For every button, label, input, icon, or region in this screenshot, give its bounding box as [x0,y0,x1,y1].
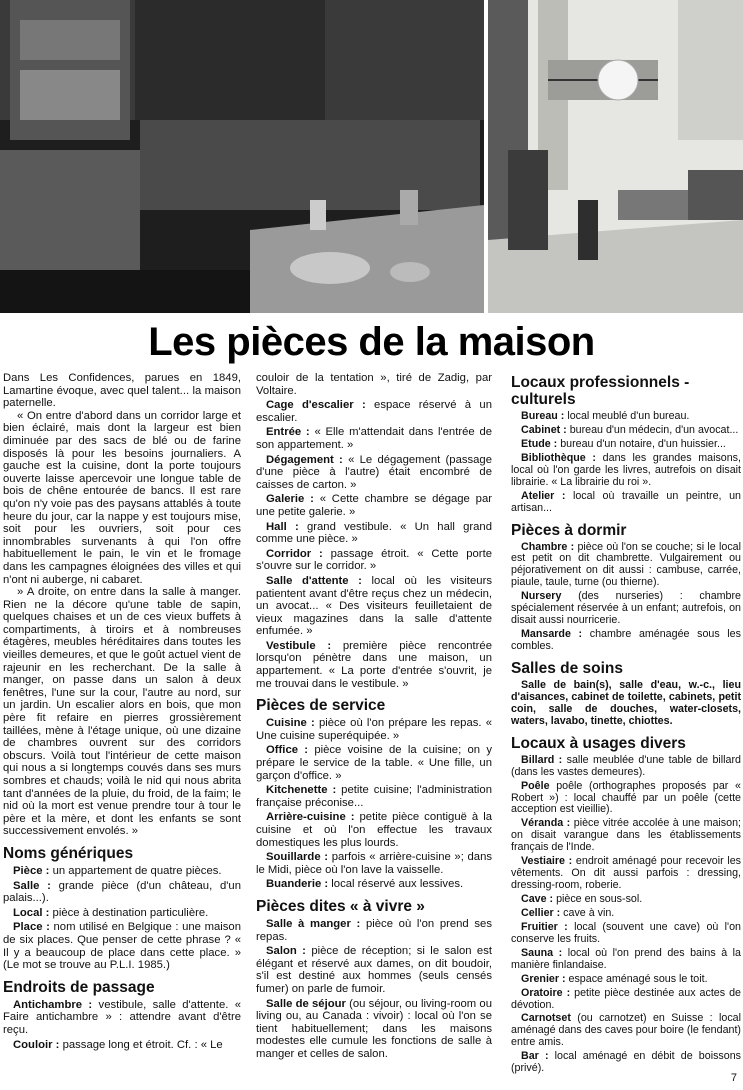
definition-entry [256,998,492,1061]
section-heading: Endroits de passage [3,978,155,996]
entry-term: Bureau : [521,410,565,422]
entry-list [511,680,741,728]
entry-term: Nursery [521,590,562,603]
definition-entry [256,399,492,424]
definition-entry [511,988,741,1012]
definition-entry [511,629,741,653]
entry-term: Salle à manger : [266,917,361,930]
entry-definition: endroit aménagé pour recevoir les vêtements. On dit aussi parfois : dressing, dressing-room, roberie. [511,855,742,892]
definition-entry [256,575,492,638]
definition-entry [511,974,741,986]
definition-entry [256,744,492,782]
definition-entry [256,811,492,849]
definition-entry [256,426,492,451]
entry-list [511,411,741,515]
entry-definition: local où les visiteurs patientent avant d'être reçus chez un médecin, un avocat... « Des visiteurs feuilletaient de vieux magazines dans la salle d'attente enfumée. » [256,574,492,638]
entry-definition: salle meublée d'une table de billard (dans les vastes demeures). [511,753,741,778]
entry-term: Dégagement : [266,453,343,466]
entry-definition: parfois « arrière-cuisine »; dans le Midi, pièce où l'on lave la vaisselle. [256,851,493,876]
entry-definition: espace aménagé sous le toit. [565,972,708,985]
definition-entry [256,918,492,943]
definition-entry [511,781,741,817]
definition-entry [511,894,741,906]
entry-definition: local (souvent une cave) où l'on conserve les fruits. [511,920,741,945]
entry-term: Atelier : [521,489,566,502]
definition-entry [256,521,492,546]
definition-entry [256,945,492,995]
entry-definition: pièce vitrée accolée à une maison; on disait varangue dans les établissements français de l'Inde. [511,817,741,854]
entry-definition: local aménagé en débit de boissons (privé). [511,1050,741,1075]
entry-definition: grande pièce (d'un château, d'un palais...). [3,879,241,905]
entry-definition: passage étroit. « Cette porte s'ouvre sur le corridor. » [256,547,492,573]
entry-list [256,399,492,690]
entry-term: Entrée : [266,426,310,439]
definition-entry [511,591,741,627]
section-heading: Pièces dites « à vivre » [256,897,425,915]
entry-definition: nom utilisé en Belgique : une maison de six places. Que penser de cette phrase ? « Il y a beaucoup de place dans cette place. » (Le mot se trouve au P.L.I. 1985.) [3,921,241,972]
entry-definition: petite pièce contiguë à la cuisine et où l'on effectue les travaux domestiques les plus lourds. [256,811,492,849]
entry-definition: pièce où l'on prend ses repas. [256,917,492,943]
section-heading: Pièces de service [256,697,386,715]
definition-entry [511,908,741,920]
entry-definition: (ou séjour, ou living-room ou living ou, au Canada : vivoir) : local où l'on se tient habituellement; dans les maisons modestes elle cumule les fonctions de salle à manger et celles de salon. [256,997,492,1060]
entry-term: Buanderie : [266,878,329,891]
entry-definition: pièce de réception; si le salon est élégant et réservé aux dames, on dit boudoir, s'il est destiné aux hommes (seuls censés fumer) on parle de fumoir. [256,945,492,995]
definition-entry [256,784,492,809]
entry-definition: (des nurseries) : chambre spécialement réservée à un enfant; autrefois, on disait aussi nourricerie. [511,590,741,627]
definition-entry [511,439,741,451]
entry-definition: (ou carnotzet) en Suisse : local aménagé dans des caves pour boire (le fendant) entre amis. [511,1012,741,1049]
entry-term: Poêle [521,779,550,792]
definition-entry [3,907,241,920]
entry-list [511,542,741,653]
definition-entry [3,921,241,971]
entry-term: Cuisine : [266,717,315,730]
definition-entry [256,493,492,518]
section-heading: Salles de soins [511,659,623,677]
entry-term: Etude : [521,437,558,450]
entry-term: Cabinet : [521,423,567,436]
entry-term: Cellier : [521,906,561,919]
entry-term: Local : [13,906,50,919]
definition-entry [256,548,492,573]
entry-definition: pièce voisine de la cuisine; on y prépare le service de la table. « Une fille, un garçon d'office. » [256,744,492,782]
entry-term: Bibliothèque : [521,451,596,464]
entry-definition: pièce en sous-sol. [553,893,643,905]
definition-entry [511,1051,741,1075]
entry-term: Place : [13,921,50,934]
definition-entry [511,1013,741,1049]
entry-definition: grand vestibule. « Un hall grand comme une pièce. » [256,520,493,546]
entry-definition: un appartement de quatre pièces. [49,864,222,877]
definition-entry [511,453,741,489]
intro-paragraph: Dans Les Confidences, parues en 1849, Lamartine évoque, avec quel talent... la maison paternelle. [3,372,241,410]
definition-entry [511,491,741,515]
entry-definition: première pièce rencontrée lorsqu'on pénètre dans une maison, un appartement. « La porte d'entrée s'ouvrit, je me trouvai dans le vestibule. » [256,639,492,690]
entry-term: Pièce : [13,864,50,877]
definition-entry [256,640,492,690]
definition-entry [3,999,241,1037]
definition-entry [511,922,741,946]
definition-entry [511,948,741,972]
entry-term: Fruitier : [521,920,568,933]
entry-list [256,717,492,891]
entry-term: Arrière-cuisine : [266,811,355,824]
page-number: 7 [730,1072,737,1084]
definition-entry [511,680,741,728]
entry-term: Souillarde : [266,851,329,864]
entry-definition: dans les grandes maisons, local où l'on garde les livres, autrefois on disait librairie. « La librairie du roi ». [511,451,741,488]
entry-term: Salle de bain(s), salle d'eau, w.-c., lieu d'aisances, cabinet de toilette, cabinets, petit coin, salle de douches, water-closets, waters, lavabo, tinette, chiottes. [511,678,741,727]
entry-term: Grenier : [521,972,566,985]
definition-entry [3,865,241,878]
entry-term: Billard : [521,753,563,766]
entry-definition: passage long et étroit. Cf. : « Le [59,1038,223,1051]
entry-definition: bureau d'un notaire, d'un huissier... [557,437,726,450]
continuation-text: couloir de la tentation », tiré de Zadig, par Voltaire. [256,372,492,397]
entry-definition: local où travaille un peintre, un artisan... [511,489,741,514]
column-3 [511,372,741,1075]
entry-definition: vestibule, salle d'attente. « Faire antichambre » : attendre avant d'être reçu. [3,998,242,1036]
entry-definition: local où l'on prend des bains à la manière finlandaise. [511,946,741,971]
definition-entry [511,856,741,892]
entry-term: Salle d'attente : [266,574,362,587]
entry-definition: cave à vin. [560,906,615,919]
definition-entry [256,717,492,742]
entry-definition: « Le dégagement (passage d'une pièce à l'autre) était encombré de caisses de carton. » [256,453,493,491]
entry-definition: chambre aménagée sous les combles. [511,628,741,652]
definition-entry [256,454,492,492]
entry-term: Antichambre : [13,998,93,1011]
entry-definition: « Cette chambre se dégage par une petite galerie. » [256,493,492,518]
entry-term: Office : [266,744,309,757]
definition-entry [256,878,492,891]
entry-term: Mansarde : [521,628,583,641]
definition-entry [511,425,741,437]
entry-term: Salle de séjour [266,997,346,1010]
entry-definition: espace réservé à un escalier. [256,399,492,424]
entry-term: Vestiaire : [521,855,573,868]
entry-term: Hall : [266,520,299,533]
entry-list [3,999,241,1051]
entry-list [511,755,741,1075]
entry-term: Véranda : [521,817,571,830]
entry-definition: pièce à destination particulière. [49,906,209,919]
entry-term: Couloir : [13,1038,60,1051]
kitchen-photo [0,0,484,313]
entry-term: Cave : [521,893,554,905]
definition-entry [3,880,241,905]
entry-term: Galerie : [266,493,314,506]
entry-term: Corridor : [266,547,323,560]
entry-definition: local réservé aux lessives. [328,878,464,891]
entry-definition: poêle (orthographes proposés par « Robert ») : local chauffé par un poêle (cette acception est vieillie). [511,779,741,816]
section-heading: Locaux professionnels - culturels [511,374,690,408]
section-heading: Locaux à usages divers [511,734,686,752]
entry-list [3,865,241,972]
entry-list [256,918,492,1061]
definition-entry [256,851,492,876]
definition-entry [511,411,741,423]
section-heading: Noms génériques [3,844,134,862]
entry-definition: « Elle m'attendait dans l'entrée de son appartement. » [256,426,493,451]
entry-term: Salon : [266,945,306,958]
page-title: Les pièces de la maison [148,320,595,364]
entry-term: Oratoire : [521,986,571,999]
entry-term: Bar : [521,1050,549,1063]
entry-definition: petite pièce destinée aux actes de dévotion. [511,986,741,1011]
entry-definition: bureau d'un médecin, d'un avocat... [566,423,739,436]
section-heading: Pièces à dormir [511,521,627,539]
entry-definition: pièce où l'on se couche; si le local est petit on dit chambrette. Vulgairement ou péjorativement on dit aussi : cambuse, carrée, piaule, taule, turne (ou thierne). [511,540,742,589]
definition-entry [511,755,741,779]
entry-definition: local meublé d'un bureau. [564,410,690,422]
entry-term: Sauna : [521,946,563,959]
entry-term: Vestibule : [266,639,332,652]
entry-term: Cage d'escalier : [266,399,366,412]
definition-entry [511,818,741,854]
entry-term: Chambre : [521,540,575,553]
entry-term: Kitchenette : [266,784,337,797]
intro-paragraph: « On entre d'abord dans un corridor large et bien éclairé, mais dont la largeur est bien diminuée par des sacs de blé ou de farine disposés là pour les besoins journaliers. A gauche est la cuisine, dont la porte toujours ouverte laisse apercevoir une longue table de bois de chêne entourée de bancs. Il est rare qu'on n'y voie pas des paysans attablés à toute heure du jour, car la nappe y est toujours mise, soit pour les ouvriers, soit pour ces innombrables survenants à qui l'on offre habituellement le pain, le vin et le fromage dans les campagnes éloignées des villes et qui n'ont ni auberge, ni cabaret. [3,409,241,586]
entry-definition: petite cuisine; l'administration française préconise... [256,784,492,809]
definition-entry [3,1039,241,1052]
definition-entry [511,542,741,590]
entry-term: Salle : [13,879,51,892]
intro-paragraph: » A droite, on entre dans la salle à manger. Rien ne la décore qu'une table de sapin, quelques chaises et un de ces vieux buffets à compartiments, à tiroirs et à nombreuses étagères, meubles héréditaires dans toutes les vieilles demeures, et que le goût actuel vient de rajeunir en les recherchant. De la salle à manger, on passe dans un salon à deux fenêtres, l'une sur la cour, l'autre au nord, sur un jardin. Un escalier alors en bois, que mon père fit refaire en pierres grossièrement taillées, mène à l'étage unique, où une dizaine de chambres ouvrent sur des corridors obscurs. Voilà tout l'intérieur de cette maison qui nous a si longtemps couvés dans ses murs sombres et chauds; voilà le nid qui nous abrita tant d'années de la pluie, du froid, de la faim; le nid où la mort est venue prendre tour à tour le père et la mère, et dont les enfants se sont successivement envolés. » [3,586,242,838]
entry-definition: pièce où l'on prépare les repas. « Une cuisine superéquipée. » [256,717,492,742]
entry-term: Carnotset [521,1012,571,1025]
column-1 [3,372,241,1051]
column-2 [256,372,492,1061]
living-room-photo [488,0,743,313]
